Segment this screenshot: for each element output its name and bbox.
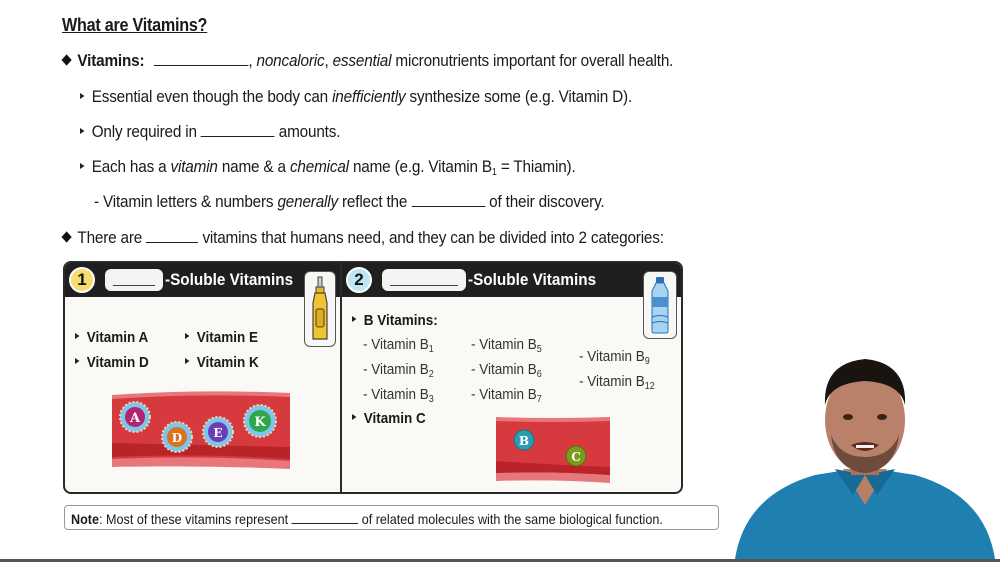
vitamin-d-badge-icon [162,422,192,452]
slide-title: What are Vitamins? [62,15,208,35]
b-vitamins-heading: B Vitamins: [352,312,438,329]
presenter-video [735,345,995,559]
fill-blank [382,269,466,291]
bullet-essential: Essential even though the body can inefficiently synthesize some (e.g. Vitamin D). [80,87,632,107]
fill-blank [146,229,198,243]
diamond-bullet-icon [62,54,72,65]
oil-bottle-icon [304,271,336,347]
vitamin-b-badge-icon [514,430,534,450]
fill-blank [201,123,275,137]
diamond-bullet-icon [62,231,72,242]
fat-vitamin-d: Vitamin D [75,354,149,371]
vitamin-k-badge-icon [244,405,276,437]
svg-text:C: C [571,450,581,464]
triangle-bullet-icon [80,128,85,134]
water-soluble-header [342,263,683,297]
bullet-vitamins-definition: Vitamins: , noncaloric, essential micronutrients important for overall health. [63,51,673,71]
vitamin-b2: - Vitamin $B_2$ [363,361,434,380]
vitamin-b3: - Vitamin $B_3$ [363,386,434,405]
blood-vessel-fat-illustration [110,389,292,473]
category-number-badge: 2 [346,267,372,293]
water-bottle-icon [643,271,677,339]
bullet-required-amounts: Only required in amounts. [80,122,340,142]
panel-divider [340,263,342,492]
fill-blank [411,193,485,207]
fill-blank [292,510,359,524]
svg-text:D: D [171,431,183,445]
vitamin-c-heading: Vitamin C [352,410,426,427]
svg-text:A: A [129,411,141,426]
fat-soluble-header [65,263,340,297]
category-number-badge: 1 [69,267,95,293]
vitamin-c-badge-icon [566,446,586,466]
vitamin-b1: - Vitamin $B_1$ [363,336,434,355]
vitamin-b5: - Vitamin $B_5$ [471,336,542,355]
fat-vitamin-e: Vitamin E [185,329,258,346]
bullet-categories: There are vitamins that humans need, and they can be divided into 2 categories: [63,228,664,248]
svg-text:B: B [518,434,530,448]
vitamin-b6: - Vitamin $B_6$ [471,361,542,380]
vitamin-b9: - Vitamin $B_9$ [579,348,650,367]
bullet-letters-numbers: - Vitamin letters & numbers generally reflect the of their discovery. [94,192,605,211]
blood-vessel-water-illustration [494,415,612,485]
triangle-bullet-icon [80,163,85,169]
vitamin-e-badge-icon [203,417,233,447]
vitamin-b7: - Vitamin $B_7$ [471,386,542,405]
fill-blank [154,52,248,66]
fat-soluble-title: -Soluble Vitamins [165,270,294,289]
vitamin-a-badge-icon [120,402,150,432]
triangle-bullet-icon [80,93,85,99]
water-soluble-title: -Soluble Vitamins [468,270,597,289]
vitamin-b12: - Vitamin $B_{12}$ [579,373,655,392]
note-box: Note: Most of these vitamins represent of related molecules with the same biological function. [64,505,719,530]
bullet-names: Each has a vitamin name & a chemical name (e.g. Vitamin $B_1$ = Thiamin). [80,157,576,178]
fat-vitamin-k: Vitamin K [185,354,259,371]
svg-text:E: E [213,426,223,440]
vitamin-categories-panel [63,261,683,494]
svg-text:K: K [254,415,266,430]
fill-blank [105,269,163,291]
fat-vitamin-a: Vitamin A [75,329,148,346]
